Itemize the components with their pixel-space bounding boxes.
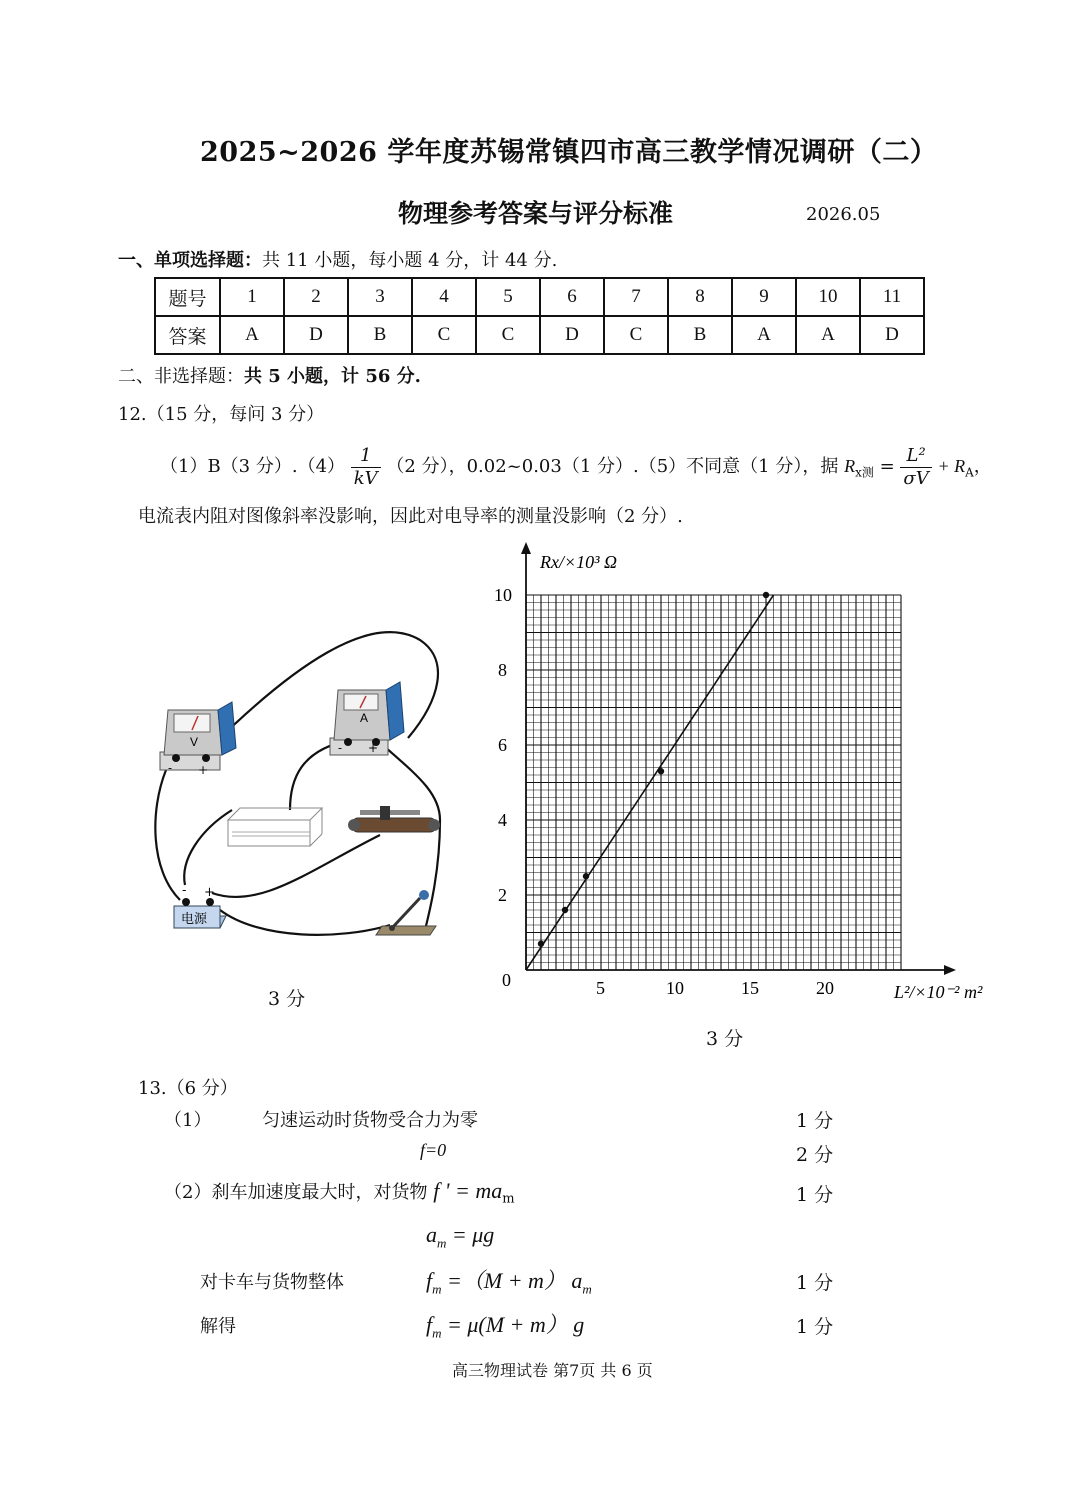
fraction-denominator: σV [903, 467, 929, 489]
page-title: 2025~2026 学年度苏锡常镇四市高三教学情况调研（二） [200, 137, 938, 168]
q13-whole-equation [426, 1264, 592, 1297]
q13-part1-score: 1 分 [796, 1110, 834, 1132]
fraction-numerator: L² [900, 445, 931, 468]
y-tick-label: 8 [498, 660, 507, 680]
symbol: a [426, 1222, 437, 1247]
x-axis-label: L²/×10⁻² m² [894, 982, 983, 1002]
q13-part2-score: 1 分 [796, 1184, 834, 1206]
fraction-l2-over-sigma-v [900, 445, 931, 490]
y-axis-label: Rx/×10³ Ω [540, 552, 618, 572]
graph-score: 3 分 [706, 1028, 744, 1050]
plus-sign: + [368, 741, 379, 755]
y-tick-label: 10 [494, 585, 512, 605]
wire [218, 632, 438, 740]
rheostat-icon [348, 806, 440, 832]
wire [375, 738, 440, 930]
symbol: f [426, 1268, 433, 1293]
y-axis-arrow-icon [521, 542, 531, 554]
y-tick-label: 6 [498, 735, 507, 755]
table-cell: C [604, 316, 668, 354]
q13-part2-text: （2）刹车加速度最大时，对货物 [164, 1182, 428, 1203]
table-cell: A [732, 316, 796, 354]
ammeter-icon [330, 682, 404, 755]
data-point [562, 907, 568, 913]
minus-sign: - [182, 883, 187, 898]
table-cell: C [476, 316, 540, 354]
table-cell: A [220, 316, 284, 354]
wire [212, 835, 380, 897]
data-point [658, 768, 664, 774]
data-point [538, 941, 544, 947]
wire [184, 810, 232, 885]
table-cell: B [668, 316, 732, 354]
q13-solve-label: 解得 [200, 1316, 236, 1337]
section-1-prefix: 一、单项选择题： [118, 250, 262, 271]
table-cell: B [348, 316, 412, 354]
subscript: m [437, 1235, 447, 1251]
section-1-heading [118, 246, 557, 272]
table-header-answer: 答案 [155, 316, 220, 354]
table-cell: 11 [860, 278, 924, 316]
x-tick-label: 10 [666, 978, 684, 998]
section-2-heading [118, 362, 421, 388]
page-subtitle: 物理参考答案与评分标准 [398, 199, 674, 228]
circuit-score: 3 分 [268, 988, 306, 1010]
minus-sign: - [168, 761, 173, 775]
q13-whole-score: 1 分 [796, 1272, 834, 1294]
table-cell: 8 [668, 278, 732, 316]
origin-label: 0 [502, 970, 511, 990]
section-2-body: 共 5 小题，计 56 分. [244, 366, 421, 387]
rx-symbol: R [844, 456, 856, 476]
answer-table [154, 277, 925, 355]
circuit-diagram [140, 610, 460, 950]
x-tick-label: 5 [596, 978, 605, 998]
voltmeter-label: V [190, 735, 199, 749]
fraction-numerator: 1 [351, 445, 381, 468]
q13-f-equals-zero-score: 2 分 [796, 1144, 834, 1166]
q12-part-a: （1）B（3 分）.（4） [160, 456, 346, 477]
q13-header: 13.（6 分） [138, 1078, 238, 1099]
x-axis-arrow-icon [944, 965, 956, 975]
q12-answer-line-1 [160, 436, 992, 496]
equation-rest: =（M + m） a [441, 1268, 583, 1293]
equation-rest: = μg [446, 1222, 495, 1247]
y-tick-label: 2 [498, 885, 507, 905]
table-cell: 10 [796, 278, 860, 316]
equals-sign: = [879, 456, 895, 477]
chart-marks [494, 585, 834, 998]
wire [220, 910, 390, 935]
q12-part-b: （2 分），0.02~0.03（1 分）.（5）不同意（1 分），据 [386, 456, 839, 477]
table-cell: D [860, 316, 924, 354]
data-point [583, 873, 589, 879]
plus-sign: + [198, 763, 209, 777]
table-cell: 2 [284, 278, 348, 316]
q12-header: 12.（15 分，每问 3 分） [118, 404, 325, 425]
wire [155, 770, 180, 900]
document-date: 2026.05 [806, 204, 881, 225]
minus-sign: - [338, 741, 343, 755]
table-cell: 5 [476, 278, 540, 316]
q12-answer-line-2: 电流表内阻对图像斜率没影响，因此对电导率的测量没影响（2 分）. [138, 506, 683, 527]
plus-sign: + [204, 885, 215, 900]
q13-whole-label: 对卡车与货物整体 [200, 1272, 344, 1293]
rx-l2-chart [470, 540, 1030, 1020]
power-supply-label: 电源 [181, 912, 208, 927]
table-cell: 3 [348, 278, 412, 316]
table-cell: 6 [540, 278, 604, 316]
subscript: m [502, 1191, 515, 1207]
power-supply-icon [174, 883, 226, 928]
liquid-container-icon [228, 808, 322, 846]
table-header-number: 题号 [155, 278, 220, 316]
x-tick-label: 15 [741, 978, 759, 998]
q13-part1-label: （1） [164, 1110, 212, 1131]
q13-solve-score: 1 分 [796, 1316, 834, 1338]
answer-table-row-answers [155, 316, 924, 354]
q13-part1-text: 匀速运动时货物受合力为零 [262, 1110, 478, 1131]
comma: ， [973, 456, 992, 477]
q13-solve-equation [426, 1308, 584, 1341]
table-cell: 1 [220, 278, 284, 316]
ammeter-label: A [360, 711, 369, 725]
subscript: m [582, 1281, 592, 1297]
subscript: m [432, 1281, 442, 1297]
equation-rest: = μ(M + m） g [441, 1312, 585, 1337]
section-1-body: 共 11 小题，每小题 4 分，计 44 分. [262, 250, 558, 271]
table-cell: D [540, 316, 604, 354]
page-footer: 高三物理试卷 第7页 共 6 页 [452, 1361, 653, 1380]
data-point [763, 592, 769, 598]
table-cell: A [796, 316, 860, 354]
q13-f-equals-zero: f=0 [420, 1140, 447, 1160]
section-2-prefix: 二、非选择题： [118, 366, 244, 387]
voltmeter-icon [160, 702, 236, 777]
y-tick-label: 4 [498, 810, 507, 830]
plus-ra: + R [937, 456, 966, 476]
table-cell: 4 [412, 278, 476, 316]
table-cell: D [284, 316, 348, 354]
fraction-1-over-kv [351, 445, 381, 490]
table-cell: 9 [732, 278, 796, 316]
x-tick-label: 20 [816, 978, 834, 998]
ra-subscript: A [965, 465, 974, 480]
answer-table-row-numbers [155, 278, 924, 316]
q13-part2-equation: f ' = ma [433, 1178, 503, 1203]
q13-part2-line [164, 1178, 515, 1207]
rx-subscript: x测 [855, 465, 874, 480]
table-cell: 7 [604, 278, 668, 316]
symbol: f [426, 1312, 433, 1337]
fraction-denominator: kV [353, 467, 378, 489]
subscript: m [432, 1325, 442, 1341]
table-cell: C [412, 316, 476, 354]
chart-grid [526, 595, 901, 970]
switch-icon [376, 890, 436, 935]
q13-am-equation [426, 1222, 494, 1251]
